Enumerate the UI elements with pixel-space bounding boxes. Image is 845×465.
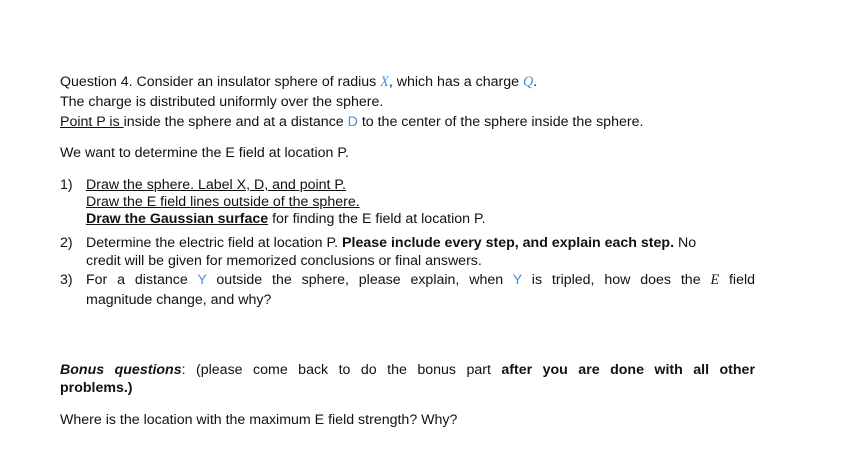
item-1-line-2: Draw the E field lines outside of the sphere. bbox=[86, 194, 360, 210]
bonus-title: Bonus questions bbox=[60, 362, 182, 378]
item-1-line-3: Draw the Gaussian surface for finding the E field at location P. bbox=[86, 211, 486, 227]
distance-variable: D bbox=[347, 114, 358, 130]
item-2-line-1: Determine the electric field at location P. Please include every step, and explain each step. No bbox=[86, 235, 697, 251]
item-2-line-2: credit will be given for memorized conclusions or final answers. bbox=[86, 253, 482, 269]
item-2-number: 2) bbox=[60, 235, 73, 251]
distance-y-variable: Y bbox=[197, 272, 207, 288]
item-3-line-2: magnitude change, and why? bbox=[86, 292, 272, 308]
item-3-number: 3) bbox=[60, 272, 73, 288]
charge-variable: Q bbox=[522, 74, 534, 90]
field-e-variable: E bbox=[710, 272, 720, 288]
bonus-question: Where is the location with the maximum E field strength? Why? bbox=[60, 412, 458, 428]
distance-y-variable: Y bbox=[512, 272, 522, 288]
item-3-line-1: For a distance Y outside the sphere, please explain, when Y is tripled, how does the E field bbox=[86, 272, 756, 288]
bonus-line-2: problems.) bbox=[60, 380, 133, 396]
bonus-line-1: Bonus questions: (please come back to do the bonus part after you are done with all other bbox=[60, 362, 755, 378]
goal-line: We want to determine the E field at location P. bbox=[60, 145, 349, 161]
question-4-intro-line: Question 4. Consider an insulator sphere of radius X, which has a charge Q. bbox=[60, 74, 538, 90]
item-1-line-1: Draw the sphere. Label X, D, and point P. bbox=[86, 177, 347, 193]
radius-variable: X bbox=[380, 74, 389, 90]
charge-distribution-line: The charge is distributed uniformly over the sphere. bbox=[60, 94, 384, 110]
item-1-number: 1) bbox=[60, 177, 73, 193]
point-p-line: Point P is inside the sphere and at a distance D to the center of the sphere inside the sphere. bbox=[60, 114, 644, 130]
